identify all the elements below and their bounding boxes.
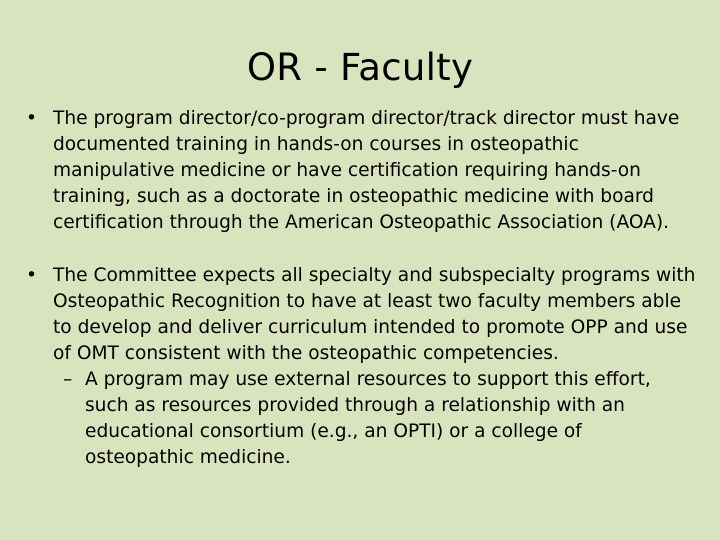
sub-bullet-item: [85, 367, 680, 471]
sub-bullet-text: A program may use external resources to support this effort, such as resources provided through a relationship with an educational consortium (e.g., an OPTI) or a college of osteopathic medicine.: [85, 369, 651, 468]
bullet-text: The program director/co-program director/track director must have documented training in hands-on courses in osteopathic manipulative medicine or have certification requiring hands-on training, such as a doctorate in osteopathic medicine with board certification through the American Osteopathic Association (AOA).: [53, 108, 680, 233]
sub-bullet-list: [53, 367, 705, 471]
bullet-item: [53, 106, 705, 236]
bullet-text: The Committee expects all specialty and subspecialty programs with Osteopathic Recognition to have at least two faculty members able to develop and deliver curriculum intended to promote OPP and use of OMT consistent with the osteopathic competencies.: [53, 265, 696, 364]
bullet-list: [0, 106, 720, 471]
slide-title: OR - Faculty: [246, 46, 474, 89]
bullet-item: [53, 263, 705, 471]
